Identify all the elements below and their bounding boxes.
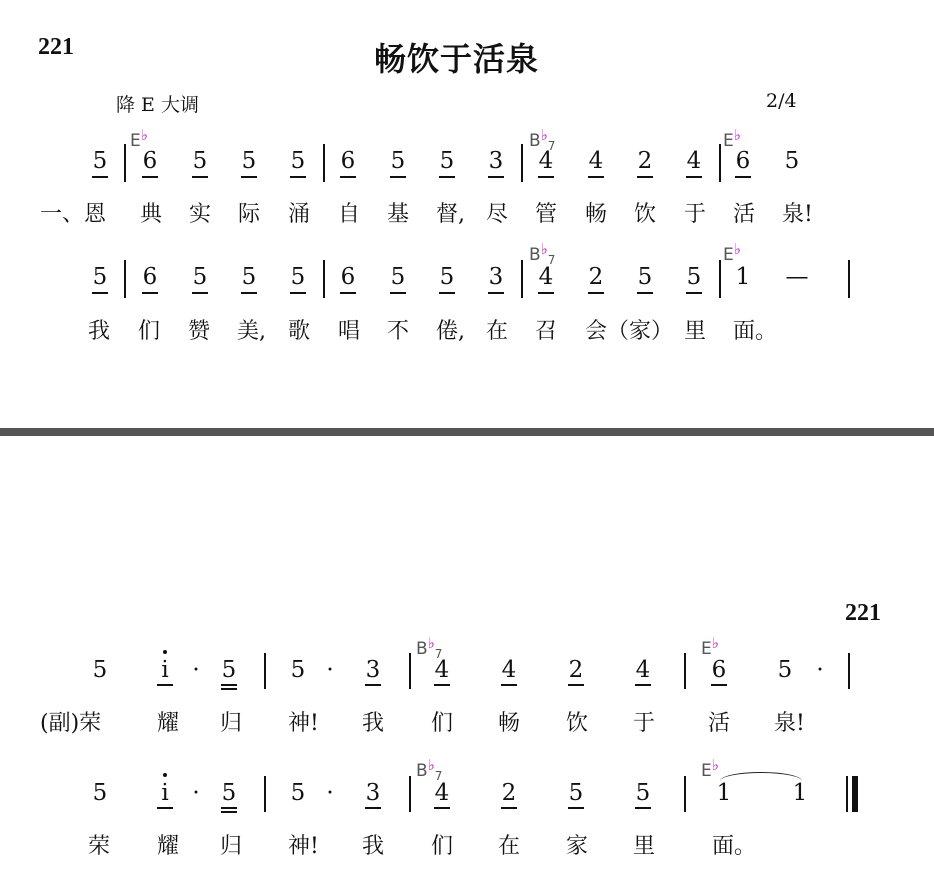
note: 2 (568, 657, 584, 683)
lyric-syllable: 活 (733, 202, 756, 227)
note: 5 (390, 148, 406, 174)
barline (684, 653, 686, 689)
barline (409, 653, 411, 689)
lyric-syllable: 不 (387, 319, 410, 344)
note: 4 (588, 148, 604, 174)
lyric-syllable: 自 (338, 202, 361, 227)
lyric-syllable: 们 (431, 711, 454, 736)
barline (264, 653, 266, 689)
note: 1 (716, 780, 732, 806)
lyric-syllable: 饮 (634, 202, 657, 227)
chord-eb: E♭ (701, 756, 719, 781)
lyric-syllable: 耀 (157, 711, 180, 736)
note: 5 (784, 148, 800, 174)
note: 5 (290, 148, 306, 174)
lyric-syllable: 归 (220, 711, 243, 736)
note: 4 (434, 780, 450, 806)
lyric-syllable: 我 (88, 319, 111, 344)
note: · (192, 780, 200, 806)
lyric-syllable: 基 (387, 202, 410, 227)
note: 5 (92, 148, 108, 174)
barline (848, 260, 850, 298)
note: 4 (686, 148, 702, 174)
barline (719, 260, 721, 298)
note: 3 (488, 264, 504, 290)
note: 6 (340, 148, 356, 174)
note: 5 (192, 264, 208, 290)
lyric-syllable: 管 (535, 202, 558, 227)
note: 5 (390, 264, 406, 290)
hymn-title: 畅饮于活泉 (374, 40, 540, 78)
note: — (785, 264, 809, 290)
note: 3 (365, 657, 381, 683)
hymn-number: 221 (38, 34, 74, 60)
note: 5 (439, 148, 455, 174)
lyric-syllable: 际 (238, 202, 261, 227)
note: 6 (142, 264, 158, 290)
note: 5 (777, 657, 793, 683)
note: 5 (637, 264, 653, 290)
barline (848, 653, 850, 689)
chord-eb: E♭ (130, 126, 148, 151)
lyric-syllable: 神! (288, 834, 319, 859)
barline (719, 144, 721, 182)
barline (521, 260, 523, 298)
note: 3 (365, 780, 381, 806)
chord-bb7: $B♭_7$ (416, 634, 443, 661)
chord-eb: E♭ (723, 126, 741, 151)
note: 5 (686, 264, 702, 290)
final-barline-thick (852, 776, 858, 812)
note: 2 (501, 780, 517, 806)
note: 5 (241, 264, 257, 290)
note: · (192, 657, 200, 683)
note: · (326, 780, 334, 806)
note: 6 (142, 148, 158, 174)
note: 6 (711, 657, 727, 683)
lyric-syllable: (副)荣 (40, 711, 102, 736)
lyric-syllable: 家 (566, 834, 589, 859)
lyric-syllable: 召 (535, 319, 558, 344)
note: 5 (439, 264, 455, 290)
lyric-syllable: 面。 (712, 834, 757, 859)
note: 1 (735, 264, 751, 290)
lyric-syllable: 归 (220, 834, 243, 859)
note: 4 (538, 148, 554, 174)
key-signature: 降 E 大调 (116, 94, 199, 116)
lyric-syllable: 实 (189, 202, 212, 227)
note: 5 (192, 148, 208, 174)
lyric-syllable: 督, (436, 202, 465, 227)
note: 4 (635, 657, 651, 683)
note: 2 (637, 148, 653, 174)
hymn-number: 221 (845, 600, 881, 626)
lyric-syllable: 我 (362, 834, 385, 859)
lyric-syllable: 神! (288, 711, 319, 736)
note: 5 (92, 780, 108, 806)
note: 5 (290, 657, 306, 683)
note: 5 (92, 264, 108, 290)
barline (521, 144, 523, 182)
lyric-syllable: 们 (138, 319, 161, 344)
lyric-syllable: 尽 (486, 202, 509, 227)
lyric-syllable: 饮 (566, 711, 589, 736)
lyric-syllable: 倦, (436, 319, 465, 344)
note: 6 (735, 148, 751, 174)
lyric-syllable: 赞 (188, 319, 211, 344)
lyric-syllable: 荣 (88, 834, 111, 859)
barline (323, 260, 325, 298)
note: 5 (221, 657, 237, 683)
note: i (161, 657, 169, 683)
lyric-syllable: 涌 (288, 202, 311, 227)
lyric-syllable: 一、恩 (40, 202, 107, 227)
chord-eb: E♭ (701, 634, 719, 659)
chord-bb7: $B♭_7$ (529, 126, 556, 153)
chord-eb: E♭ (723, 240, 741, 265)
note: 3 (488, 148, 504, 174)
note: 5 (290, 264, 306, 290)
lyric-syllable: 典 (140, 202, 163, 227)
note: 4 (434, 657, 450, 683)
lyric-syllable: 耀 (157, 834, 180, 859)
lyric-syllable: 会（家） (585, 319, 674, 344)
note: 1 (792, 780, 808, 806)
barline (323, 144, 325, 182)
lyric-syllable: 歌 (288, 319, 311, 344)
note: 4 (538, 264, 554, 290)
tie-arc (720, 772, 802, 781)
lyric-syllable: 泉! (782, 202, 813, 227)
lyric-syllable: 于 (633, 711, 656, 736)
lyric-syllable: 我 (362, 711, 385, 736)
barline (409, 776, 411, 812)
lyric-syllable: 唱 (338, 319, 361, 344)
lyric-syllable: 美, (237, 319, 266, 344)
note: 5 (635, 780, 651, 806)
barline (124, 260, 126, 298)
barline (264, 776, 266, 812)
note: · (326, 657, 334, 683)
note: 5 (241, 148, 257, 174)
note: 5 (221, 780, 237, 806)
note: 5 (92, 657, 108, 683)
lyric-syllable: 活 (708, 711, 731, 736)
lyric-syllable: 畅 (585, 202, 608, 227)
note: 6 (340, 264, 356, 290)
lyric-syllable: 在 (486, 319, 509, 344)
lyric-syllable: 畅 (498, 711, 521, 736)
note: 2 (588, 264, 604, 290)
lyric-syllable: 里 (684, 319, 707, 344)
note: 4 (501, 657, 517, 683)
chord-bb7: $B♭_7$ (416, 756, 443, 783)
lyric-syllable: 泉! (774, 711, 805, 736)
lyric-syllable: 于 (684, 202, 707, 227)
time-signature: 2/4 (766, 90, 797, 112)
lyric-syllable: 面。 (733, 319, 778, 344)
final-barline-thin (846, 776, 848, 812)
page-separator (0, 428, 934, 436)
barline (684, 776, 686, 812)
lyric-syllable: 在 (498, 834, 521, 859)
barline (124, 144, 126, 182)
note: i (161, 780, 169, 806)
lyric-syllable: 们 (431, 834, 454, 859)
lyric-syllable: 里 (633, 834, 656, 859)
note: 5 (290, 780, 306, 806)
note: 5 (568, 780, 584, 806)
note: · (816, 657, 824, 683)
chord-bb7: $B♭_7$ (529, 240, 556, 267)
